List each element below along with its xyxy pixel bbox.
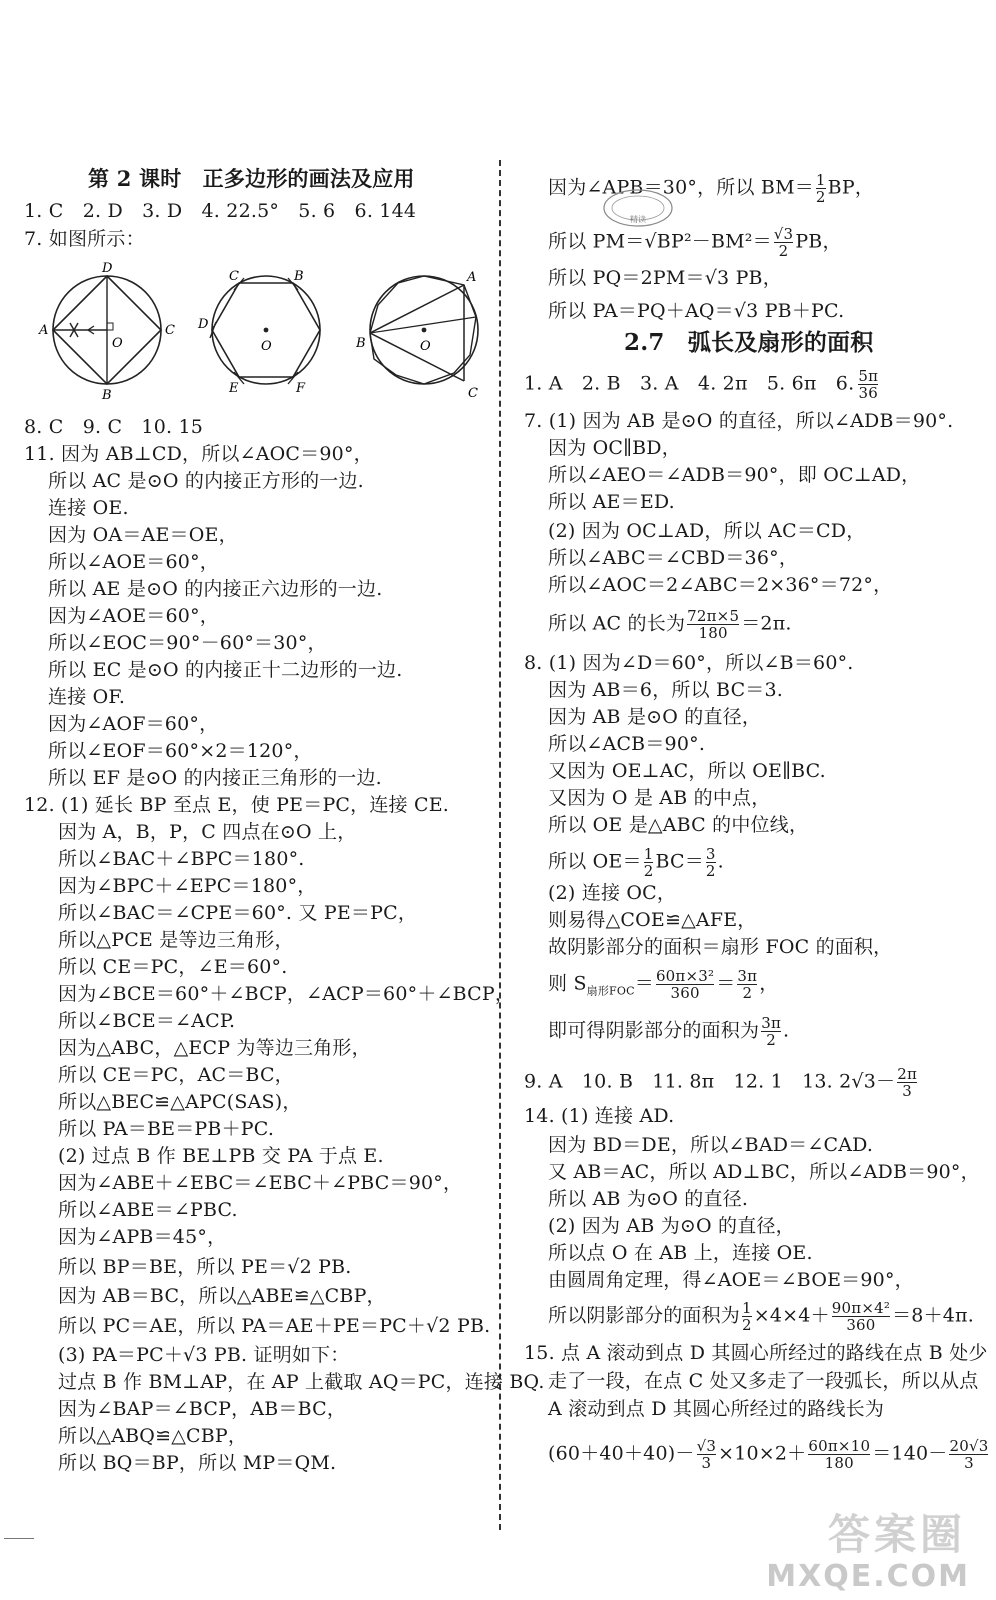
q12-line-5: 所以∠BAC＝∠CPE＝60°. 又 PE＝PC，: [58, 902, 418, 924]
figure-polygon-in-circle: [352, 255, 500, 405]
fig2-label-c: C: [229, 269, 239, 284]
section-title: 2.7 弧长及扇形的面积: [624, 329, 874, 356]
fig2-label-d: D: [198, 317, 209, 332]
q11-line-5: 所以∠AOE＝60°，: [48, 551, 219, 573]
fig3-label-b: B: [356, 336, 366, 351]
q12-line-6: 所以△PCE 是等边三角形，: [58, 929, 294, 951]
frac-72pi: $\frac{72\pi\times 5}{180}$: [687, 607, 740, 642]
frac-60pi: $\frac{\text{60π×3²}}{360}$: [655, 967, 715, 1002]
q7-line-7: 所以∠AOC＝2∠ABC＝2×36°＝72°，: [548, 574, 893, 596]
q11-line-13: 所以 EF 是⊙O 的内接正三角形的一边.: [48, 767, 382, 789]
r-line-3: 所以 PQ＝2PM＝√3 PB，: [548, 267, 782, 289]
q8-line-1: 8. (1) 因为∠D＝60°，所以∠B＝60°.: [524, 652, 854, 674]
r-line-1-tail: BP，: [827, 176, 875, 199]
q12-line-12: 所以△BEC≌△APC(SAS)，: [58, 1091, 302, 1113]
q12-line-10: 因为△ABC，△ECP 为等边三角形，: [58, 1037, 371, 1059]
stamp-text: 精读: [630, 215, 646, 224]
q12-line-1: 12. (1) 延长 BP 至点 E，使 PE＝PC，连接 CE.: [24, 794, 450, 816]
q12-line-23: 因为∠BAP＝∠BCP，AB＝BC，: [58, 1398, 347, 1420]
q8-line-12: 则 $S_{扇形FOC}=$ $\frac{\text{60π×3²}}{360}$ ＝ $\frac{3\pi}{2}$ ，: [548, 967, 779, 1002]
q12-line-14: (2) 过点 B 作 BE⊥PB 交 PA 于点 E.: [58, 1145, 384, 1167]
q15-line-2: 走了一段，在点 C 处又多走了一段弧长，所以从点: [548, 1370, 979, 1392]
frac-sqrt3-2: $\frac{√3}{2}$: [773, 225, 794, 260]
q12-line-2: 因为 A，B，P，C 四点在⊙O 上，: [58, 821, 357, 843]
q12-line-7: 所以 CE＝PC，∠E＝60°.: [58, 956, 288, 978]
q8-line-2: 因为 AB＝6，所以 BC＝3.: [548, 679, 784, 701]
q12-line-17: 因为∠APB＝45°，: [58, 1226, 227, 1248]
answers-8-10: 8. C 9. C 10. 15: [24, 416, 204, 438]
q11-line-10: 连接 OF.: [48, 686, 126, 708]
footer-rule: [4, 1538, 34, 1539]
q8-line-6: 又因为 O 是 AB 的中点，: [548, 787, 771, 809]
fig1-label-d: D: [102, 261, 113, 276]
q11-line-7: 因为∠AOE＝60°，: [48, 605, 219, 627]
q8-line-10: 则易得△COE≌△AFE，: [548, 909, 757, 931]
q11-line-3: 连接 OE.: [48, 497, 129, 519]
fig3-label-c: C: [468, 386, 478, 401]
q8-line-3: 因为 AB 是⊙O 的直径，: [548, 706, 762, 728]
q14-line-7: 由圆周角定理，得∠AOE＝∠BOE＝90°，: [548, 1269, 914, 1291]
q7-header: 7. 如图所示：: [24, 228, 145, 250]
fig2-label-f: F: [296, 381, 306, 396]
q12-line-15: 因为∠ABE＋∠EBC＝∠EBC＋∠PBC＝90°，: [58, 1172, 463, 1194]
frac-20sqrt3: $\frac{20√3}{3}$: [949, 1437, 989, 1472]
fig1-label-o: O: [112, 336, 123, 351]
q15-line-3: A 滚动到点 D 其圆心所经过的路线长为: [548, 1398, 885, 1420]
q11-line-9: 所以 EC 是⊙O 的内接正十二边形的一边.: [48, 659, 403, 681]
frac-sqrt3-3: $\frac{√3}{3}$: [696, 1437, 717, 1472]
q11-line-4: 因为 OA＝AE＝OE，: [48, 524, 238, 546]
q12-line-3: 所以∠BAC＋∠BPC＝180°.: [58, 848, 305, 870]
frac-5pi-36: $\frac{5\pi}{36}$: [858, 367, 879, 402]
q8-line-5: 又因为 OE⊥AC，所以 OE∥BC.: [548, 760, 826, 782]
frac-3pi-2-a: $\frac{3\pi}{2}$: [737, 967, 758, 1002]
q14-line-6: 所以点 O 在 AB 上，连接 OE.: [548, 1242, 813, 1264]
q7-line-4: 所以 AE＝ED.: [548, 491, 675, 513]
q12-line-19: 因为 AB＝BC，所以△ABE≌△CBP，: [58, 1285, 386, 1307]
q8-line-13: 即可得阴影部分的面积为 $\frac{3\pi}{2}$ .: [548, 1014, 790, 1049]
q8-line-8: 所以 OE＝ $\frac{1}{2}$ BC＝ $\frac{3}{2}$ .: [548, 845, 724, 880]
q11-line-1: 11. 因为 AB⊥CD，所以∠AOC＝90°，: [24, 443, 373, 465]
q7-line-3: 所以∠AEO＝∠ADB＝90°，即 OC⊥AD，: [548, 464, 921, 486]
q11-line-6: 所以 AE 是⊙O 的内接正六边形的一边.: [48, 578, 383, 600]
q14-line-5: (2) 因为 AB 为⊙O 的直径，: [548, 1215, 795, 1237]
q14-line-4: 所以 AB 为⊙O 的直径.: [548, 1188, 749, 1210]
q7-line-6: 所以∠ABC＝∠CBD＝36°，: [548, 547, 799, 569]
answers-1-6: 1. C 2. D 3. D 4. 22.5° 5. 6 6. 144: [24, 200, 417, 222]
fig1-label-a: A: [39, 323, 49, 338]
fig1-label-b: B: [102, 388, 112, 403]
q7-line-1: 7. (1) 因为 AB 是⊙O 的直径，所以∠ADB＝90°.: [524, 410, 954, 432]
figure-hexagon-in-circle: [196, 260, 336, 400]
q12-line-21: (3) PA＝PC＋√3 PB. 证明如下：: [58, 1344, 350, 1366]
q12-line-25: 所以 BQ＝BP，所以 MP＝QM.: [58, 1452, 337, 1474]
fig1-label-c: C: [165, 323, 175, 338]
q7-line-5: (2) 因为 OC⊥AD，所以 AC＝CD，: [548, 520, 866, 542]
q12-line-16: 所以∠ABE＝∠PBC.: [58, 1199, 238, 1221]
fig2-label-b: B: [294, 269, 304, 284]
frac-half-2: $\frac{1}{2}$: [643, 845, 654, 880]
answers-9-13: 9. A 10. B 11. 8π 12. 1 13. 2√3－ $\frac{2\pi}{3}$: [524, 1065, 918, 1100]
q15-line-1: 15. 点 A 滚动到点 D 其圆心所经过的路线在点 B 处少: [524, 1342, 988, 1364]
fig2-label-o: O: [261, 339, 272, 354]
answers-1-6-right: 1. A 2. B 3. A 4. 2π 5. 6π 6. $\frac{5\pi}{36}$: [524, 367, 879, 402]
fig3-label-o: O: [420, 339, 431, 354]
frac-half-3: $\frac{1}{2}$: [742, 1299, 752, 1334]
q14-line-3: 又 AB＝AC，所以 AD⊥BC，所以∠ADB＝90°，: [548, 1161, 980, 1183]
q14-line-2: 因为 BD＝DE，所以∠BAD＝∠CAD.: [548, 1134, 874, 1156]
r-line-1: [548, 172, 874, 205]
q11-line-2: 所以 AC 是⊙O 的内接正方形的一边.: [48, 470, 364, 492]
figure-square-in-circle: [32, 255, 182, 405]
frac-3-2: $\frac{3}{2}$: [705, 845, 716, 880]
q12-line-4: 因为∠BPC＋∠EPC＝180°，: [58, 875, 317, 897]
q15-line-4: (60＋40＋40)－ $\frac{√3}{3}$ ×10×2＋ $\frac{60\pi\times 10}{180}$ ＝140－ $\frac{20√3}{3}$: [548, 1437, 989, 1472]
frac-3pi-2-b: $\frac{3\pi}{2}$: [761, 1014, 782, 1049]
watermark-site: MXQE.COM: [766, 1559, 970, 1594]
q12-line-18: 所以 BP＝BE，所以 PE＝√2 PB.: [58, 1256, 352, 1278]
fig3-label-a: A: [467, 270, 477, 285]
watermark-logo: 答案圈: [827, 1510, 966, 1559]
q12-line-11: 所以 CE＝PC，AC＝BC，: [58, 1064, 294, 1086]
lesson-title: 第 2 课时 正多边形的画法及应用: [88, 166, 415, 191]
frac-half-1: $\frac{1}{2}$: [815, 171, 826, 206]
q12-line-20: 所以 PC＝AE，所以 PA＝AE＋PE＝PC＋√2 PB.: [58, 1315, 491, 1337]
r-line-4: 所以 PA＝PQ＋AQ＝√3 PB＋PC.: [548, 300, 845, 322]
q8-line-9: (2) 连接 OC，: [548, 882, 677, 904]
q12-line-9: 所以∠BCE＝∠ACP.: [58, 1010, 236, 1032]
q11-line-8: 所以∠EOC＝90°－60°＝30°，: [48, 632, 327, 654]
r-line-2: 所以 PM＝√BP²－BM²＝ $\frac{√3}{2}$ PB，: [548, 225, 842, 260]
frac-60pi10: $\frac{60\pi\times 10}{180}$: [808, 1437, 871, 1472]
q14-line-1: 14. (1) 连接 AD.: [524, 1105, 675, 1127]
q12-line-22: 过点 B 作 BM⊥AP，在 AP 上截取 AQ＝PC，连接 BQ.: [58, 1371, 545, 1393]
fig2-label-e: E: [229, 381, 239, 396]
q8-line-11: 故阴影部分的面积＝扇形 FOC 的面积，: [548, 936, 893, 958]
frac-2pi-3: $\frac{2\pi}{3}$: [897, 1065, 918, 1100]
q11-line-12: 所以∠EOF＝60°×2＝120°，: [48, 740, 313, 762]
frac-90pi: $\frac{\text{90π×4²}}{360}$: [831, 1299, 891, 1334]
q12-line-13: 所以 PA＝BE＝PB＋PC.: [58, 1118, 275, 1140]
q8-line-4: 所以∠ACB＝90°.: [548, 733, 706, 755]
q14-line-8: 所以阴影部分的面积为 $\frac{1}{2}$ ×4×4＋ $\frac{\text{90π×4²}}{360}$ ＝8＋4π.: [548, 1299, 974, 1334]
q12-line-24: 所以△ABQ≌△CBP，: [58, 1425, 248, 1447]
q7-line-8: 所以 AC 的长为 $\frac{72\pi\times 5}{180}$ ＝2π.: [548, 607, 792, 642]
r-line-1-text: 因为∠APB＝30°，所以 BM＝: [548, 176, 814, 199]
sqrt-expression: √BP²－BM²＝: [644, 230, 772, 253]
q8-line-7: 所以 OE 是△ABC 的中位线，: [548, 814, 809, 836]
stamp-seal: [600, 185, 676, 231]
q12-line-8: 因为∠BCE＝60°＋∠BCP，∠ACP＝60°＋∠BCP，: [58, 983, 515, 1005]
q7-line-2: 因为 OC∥BD，: [548, 437, 681, 459]
q11-line-11: 因为∠AOF＝60°，: [48, 713, 219, 735]
